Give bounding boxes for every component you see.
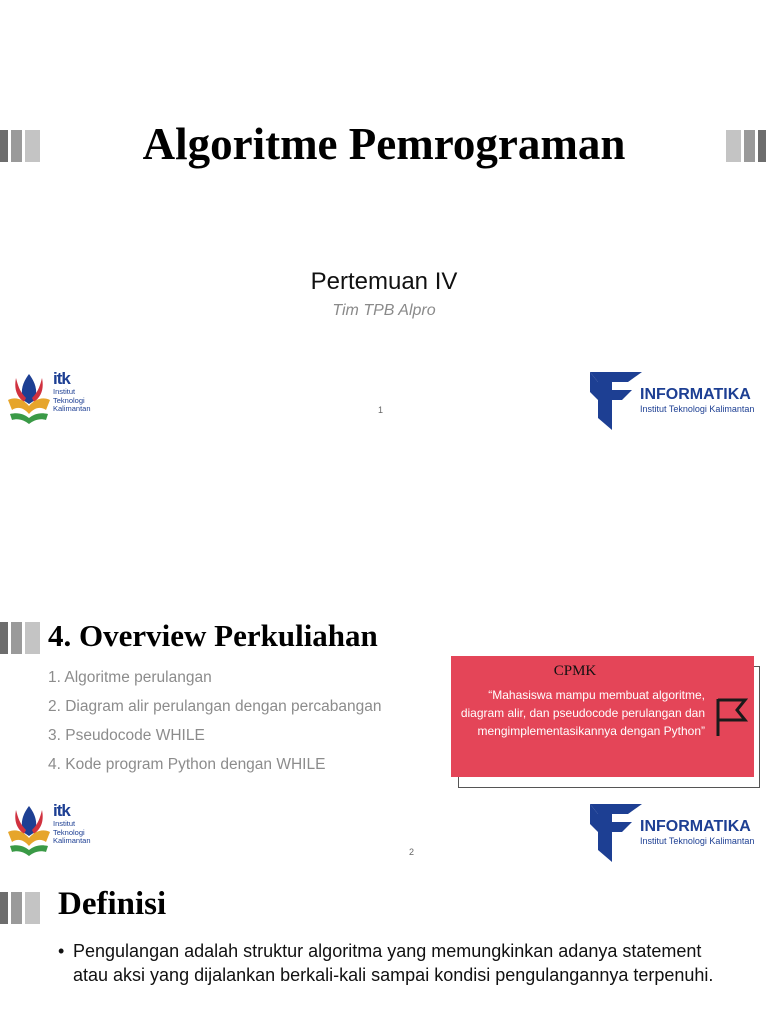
slide-3-title: Definisi [58,886,167,922]
list-item: 3. Pseudocode WHILE [48,727,205,744]
informatika-emblem-icon [588,370,642,432]
overview-list [48,668,382,784]
flag-icon [713,696,751,738]
cpmk-title: CPMK [553,663,597,679]
slide-1-page-number: 1 [378,405,384,415]
informatika-logo [588,802,764,864]
informatika-logo-text: INFORMATIKA Institut Teknologi Kalimantan [640,386,755,414]
slide-1-title: Algoritme Pemrograman [142,119,626,169]
slide-3 [0,872,768,1024]
informatika-logo [588,370,764,432]
informatika-emblem-icon [588,802,642,864]
itk-emblem-icon [6,370,52,428]
itk-logo [6,802,98,860]
definition-list [58,939,738,987]
itk-logo-text: itk Institut Teknologi Kalimantan [53,369,91,413]
list-item: 4. Kode program Python dengan WHILE [48,756,326,773]
slide-1-subtitle: Pertemuan IV [310,268,458,295]
slide-1-author: Tim TPB Alpro [332,302,436,319]
slide-2-title: 4. Overview Perkuliahan [48,618,378,653]
itk-logo [6,370,98,428]
slide-1 [0,0,768,440]
list-item: 2. Diagram alir perulangan dengan percabangan [48,698,382,715]
slide-2-page-number: 2 [409,847,415,857]
itk-logo-text: itk Institut Teknologi Kalimantan [53,801,91,845]
left-bars-decoration [0,622,40,654]
cpmk-box [451,656,754,777]
list-item: 1. Algoritme perulangan [48,669,212,686]
cpmk-quote: “Mahasiswa mampu membuat algoritme, diagram alir, dan pseudocode perulangan dan mengimplementasikannya dengan Python” [460,688,705,738]
list-item: • Pengulangan adalah struktur algoritma yang memungkinkan adanya statement atau aksi yang dijalankan berkali-kali sampai kondisi pengulangannya terpenuhi. [58,939,738,987]
informatika-logo-text: INFORMATIKA Institut Teknologi Kalimantan [640,818,755,846]
left-bars-decoration [0,892,40,924]
itk-emblem-icon [6,802,52,860]
slide-2 [0,440,768,872]
